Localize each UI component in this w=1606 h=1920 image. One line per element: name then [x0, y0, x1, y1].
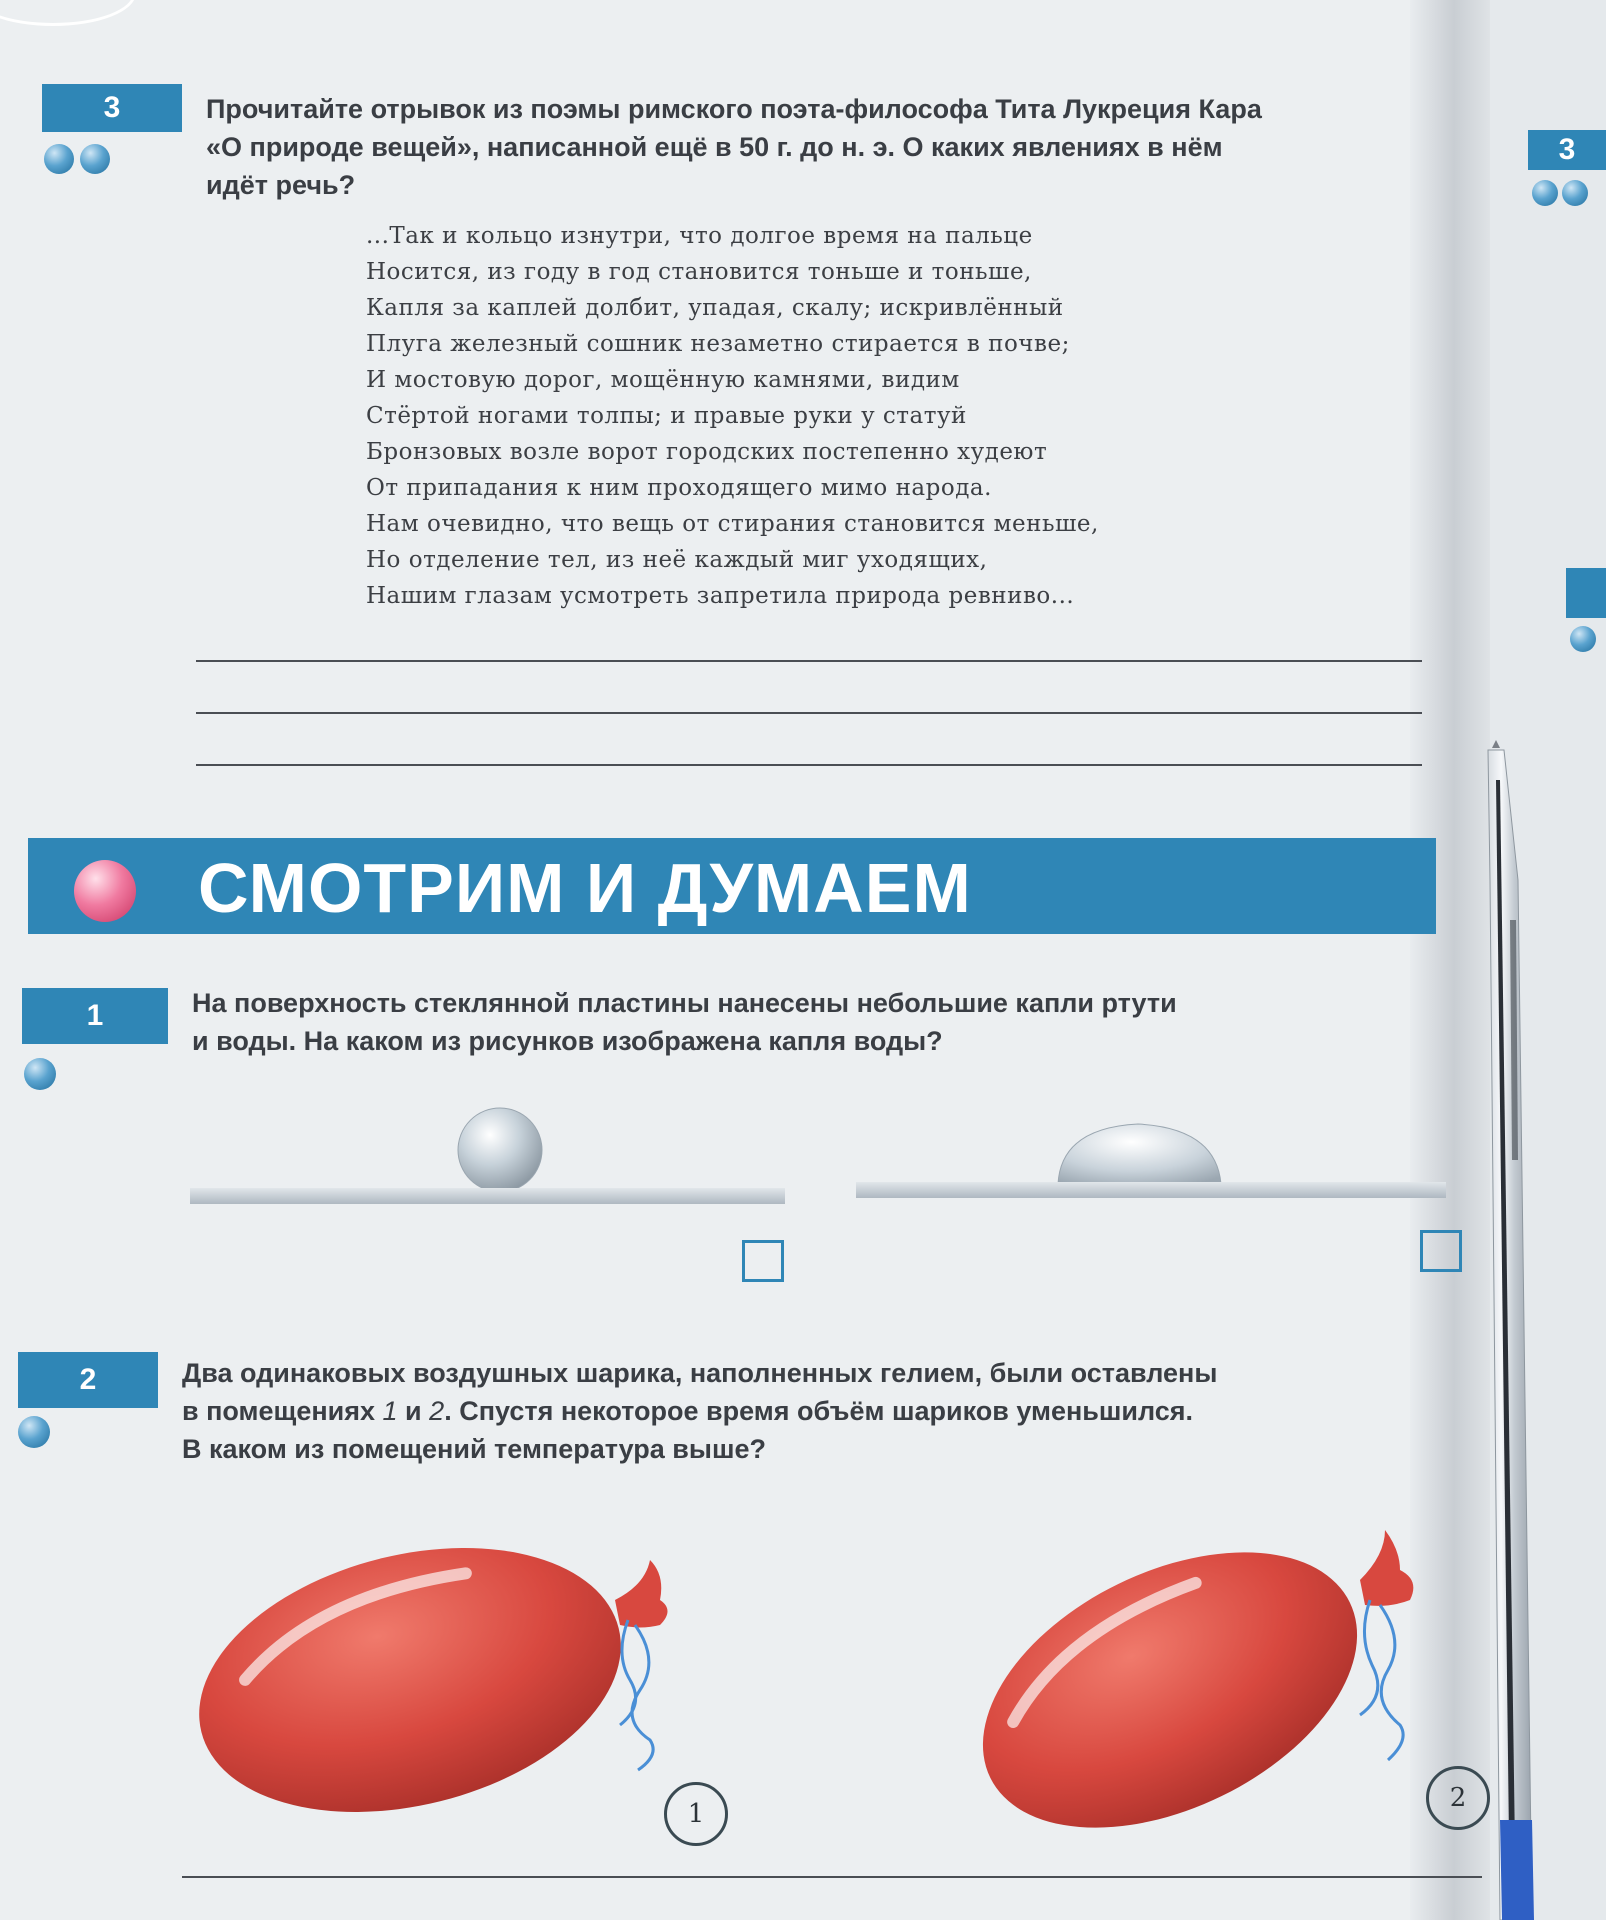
difficulty-dot [24, 1058, 56, 1090]
water-drop-figure [856, 1100, 1456, 1210]
room-number: 1 [382, 1396, 398, 1426]
difficulty-dot [18, 1416, 50, 1448]
task-number-badge: 1 [22, 988, 168, 1044]
question-text: и [397, 1396, 430, 1426]
answer-line[interactable] [196, 764, 1422, 766]
answer-line[interactable] [196, 712, 1422, 714]
answer-line[interactable] [182, 1876, 1482, 1878]
question-line: «О природе вещей», написанной ещё в 50 г. до н. э. О каких явлениях в нём [206, 132, 1223, 162]
question-line: Два одинаковых воздушных шарика, наполненных гелием, были оставлены [182, 1358, 1218, 1388]
question-line: Прочитайте отрывок из поэмы римского поэта-философа Тита Лукреция Кара [206, 94, 1262, 124]
right-task-badge: 3 [1528, 130, 1606, 170]
poem-excerpt [366, 218, 1366, 614]
poem-line: Нам очевидно, что вещь от стирания становится меньше, [366, 511, 1099, 537]
poem-line: Бронзовых возле ворот городских постепенно худеют [366, 439, 1048, 465]
poem-line: Носится, из году в год становится тоньше и тоньше, [366, 259, 1032, 285]
task1-question [192, 984, 1392, 1060]
poem-line: Нашим глазам усмотреть запретила природа ревниво... [366, 583, 1075, 609]
answer-line[interactable] [196, 660, 1422, 662]
poem-line: ...Так и кольцо изнутри, что долгое время на пальце [366, 223, 1033, 249]
right-difficulty-dot [1562, 180, 1588, 206]
task-number-badge: 2 [18, 1352, 158, 1408]
poem-line: Капля за каплей долбит, упадая, скалу; искривлённый [366, 295, 1064, 321]
difficulty-dot [80, 144, 110, 174]
poem-line: И мостовую дорог, мощённую камнями, видим [366, 367, 960, 393]
question-line: В каком из помещений температура выше? [182, 1434, 766, 1464]
question-text: в помещениях [182, 1396, 383, 1426]
answer-checkbox-2[interactable] [1420, 1230, 1462, 1272]
balloon-1-illustration [190, 1530, 710, 1830]
question-text: . Спустя некоторое время объём шариков уменьшился. [444, 1396, 1194, 1426]
mercury-drop-figure [190, 1100, 790, 1210]
task2-question [182, 1354, 1432, 1468]
poem-line: Стёртой ногами толпы; и правые руки у статуй [366, 403, 967, 429]
balloon-2-illustration [960, 1510, 1480, 1830]
poem-line: От припадания к ним проходящего мимо народа. [366, 475, 992, 501]
right-difficulty-dot [1532, 180, 1558, 206]
balloon-label: 2 [1426, 1766, 1490, 1830]
right-difficulty-dot [1570, 626, 1596, 652]
answer-checkbox-1[interactable] [742, 1240, 784, 1282]
room-number: 2 [429, 1396, 445, 1426]
question-line: и воды. На каком из рисунков изображена капля воды? [192, 1026, 943, 1056]
balloon-label: 1 [664, 1782, 728, 1846]
ballpoint-pen [1470, 740, 1560, 1920]
task3-question [206, 90, 1386, 204]
pink-ball-icon [74, 860, 136, 922]
question-line: идёт речь? [206, 170, 356, 200]
right-task-badge-partial [1566, 568, 1606, 618]
question-line [182, 1392, 1432, 1430]
difficulty-dot [44, 144, 74, 174]
poem-line: Но отделение тел, из неё каждый миг уходящих, [366, 547, 988, 573]
task-number-badge: 3 [42, 84, 182, 132]
question-line: На поверхность стеклянной пластины нанесены небольшие капли ртути [192, 988, 1177, 1018]
poem-line: Плуга железный сошник незаметно стирается в почве; [366, 331, 1070, 357]
section-title: СМОТРИМ И ДУМАЕМ [198, 849, 972, 927]
